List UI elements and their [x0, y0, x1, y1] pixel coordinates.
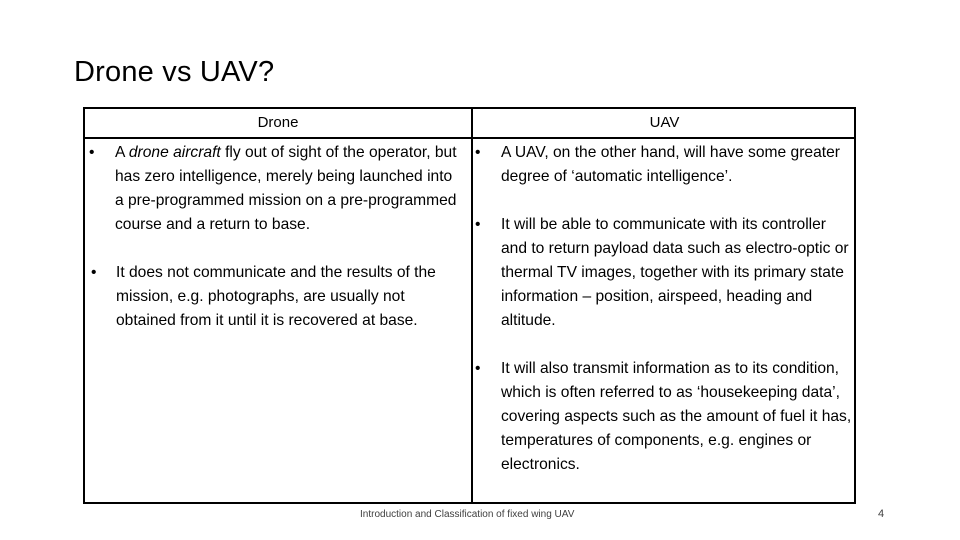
page-number: 4: [878, 508, 885, 520]
drone-bullet-1-post: fly out of sight of the operator, but has zero intelligence, merely being launched into a pre-programmed mission on a pre-programmed course and a return to base.: [115, 144, 457, 233]
comparison-table: [83, 107, 856, 504]
header-uav: UAV: [649, 114, 680, 131]
bullet-icon: •: [475, 144, 481, 161]
bullet-icon: •: [89, 144, 95, 161]
drone-bullet-1: [89, 141, 464, 237]
drone-column: [89, 141, 464, 333]
bullet-icon: •: [91, 264, 97, 281]
bullet-icon: •: [475, 360, 481, 377]
uav-column: [475, 141, 853, 477]
drone-bullet-2: [89, 261, 464, 333]
uav-bullet-2-text: It will be able to communicate with its controller and to return payload data such as electro-optic or thermal TV images, together with its primary state information – position, airspeed, heading and altitude.: [501, 216, 849, 329]
drone-bullet-1-emphasis: drone aircraft: [128, 144, 221, 161]
bullet-icon: •: [475, 216, 481, 233]
header-drone: Drone: [257, 114, 299, 131]
uav-bullet-3-text: It will also transmit information as to its condition, which is often referred to as ‘housekeeping data’, covering aspects such as the amount of fuel it has, temperatures of components, e.g. engines or electronics.: [501, 360, 852, 473]
slide-footer: Introduction and Classification of fixed wing UAV: [360, 509, 575, 520]
slide-title: Drone vs UAV?: [74, 56, 275, 88]
drone-bullet-2-text: It does not communicate and the results of the mission, e.g. photographs, are usually not obtained from it until it is recovered at base.: [116, 264, 436, 329]
column-divider: [471, 109, 473, 502]
uav-bullet-3: [475, 357, 853, 477]
drone-bullet-1-pre: A: [115, 144, 129, 161]
uav-bullet-1-text: A UAV, on the other hand, will have some greater degree of ‘automatic intelligence’.: [501, 144, 840, 185]
header-divider: [85, 137, 854, 139]
uav-bullet-2: [475, 213, 853, 333]
uav-bullet-1: [475, 141, 853, 189]
